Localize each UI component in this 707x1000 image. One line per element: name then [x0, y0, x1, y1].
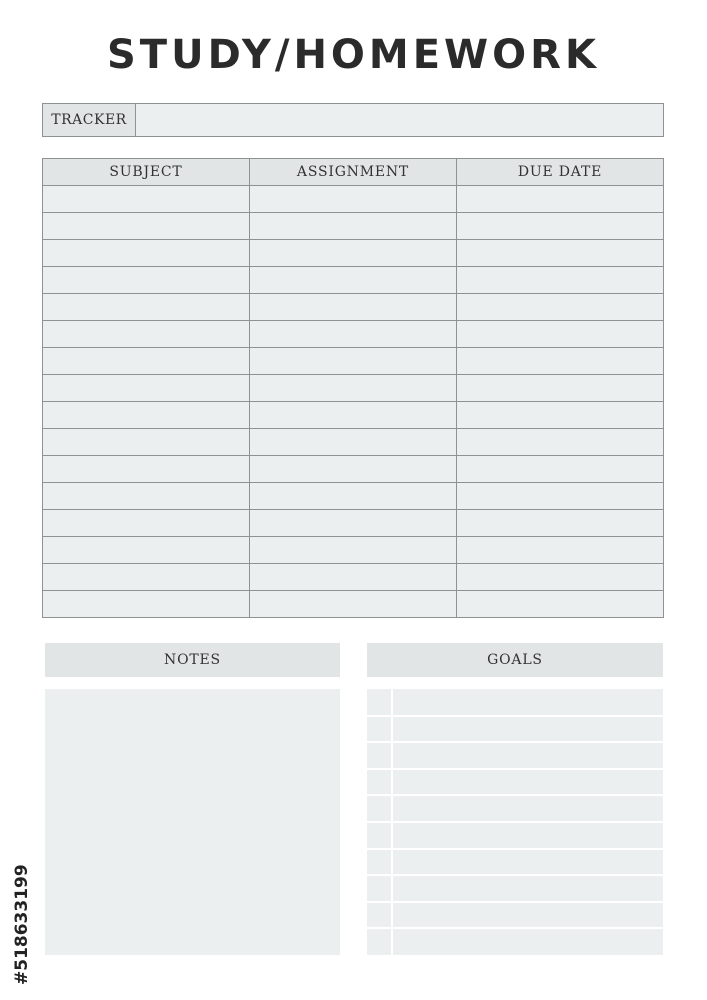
- table-row: [43, 321, 664, 348]
- table-row: [43, 483, 664, 510]
- due-date-cell[interactable]: [457, 429, 664, 456]
- goal-line: [367, 794, 663, 796]
- due-date-cell[interactable]: [457, 510, 664, 537]
- assignment-cell[interactable]: [250, 537, 457, 564]
- due-date-cell[interactable]: [457, 483, 664, 510]
- due-date-cell[interactable]: [457, 240, 664, 267]
- due-date-cell[interactable]: [457, 375, 664, 402]
- table-row: [43, 294, 664, 321]
- goal-line: [367, 927, 663, 929]
- table-header-row: [43, 159, 664, 186]
- homework-table: [42, 158, 664, 618]
- due-date-cell[interactable]: [457, 186, 664, 213]
- assignment-cell[interactable]: [250, 186, 457, 213]
- subject-cell[interactable]: [43, 483, 250, 510]
- subject-cell[interactable]: [43, 213, 250, 240]
- due-date-cell[interactable]: [457, 591, 664, 618]
- table-row: [43, 429, 664, 456]
- subject-cell[interactable]: [43, 321, 250, 348]
- table-row: [43, 240, 664, 267]
- goal-line: [367, 741, 663, 743]
- subject-cell[interactable]: [43, 186, 250, 213]
- due-date-cell[interactable]: [457, 321, 664, 348]
- due-date-cell[interactable]: [457, 537, 664, 564]
- due-date-header: DUE DATE: [457, 159, 664, 186]
- table-row: [43, 348, 664, 375]
- tracker-bar: [42, 103, 664, 137]
- tracker-label: TRACKER: [43, 104, 136, 136]
- due-date-cell[interactable]: [457, 294, 664, 321]
- table-row: [43, 591, 664, 618]
- assignment-cell[interactable]: [250, 510, 457, 537]
- table-row: [43, 537, 664, 564]
- due-date-cell[interactable]: [457, 348, 664, 375]
- table-row: [43, 267, 664, 294]
- assignment-cell[interactable]: [250, 267, 457, 294]
- goal-line: [367, 715, 663, 717]
- assignment-cell[interactable]: [250, 456, 457, 483]
- subject-cell[interactable]: [43, 591, 250, 618]
- assignment-cell[interactable]: [250, 591, 457, 618]
- subject-header: SUBJECT: [43, 159, 250, 186]
- subject-cell[interactable]: [43, 564, 250, 591]
- subject-cell[interactable]: [43, 510, 250, 537]
- table-row: [43, 186, 664, 213]
- assignment-cell[interactable]: [250, 348, 457, 375]
- assignment-header: ASSIGNMENT: [250, 159, 457, 186]
- due-date-cell[interactable]: [457, 267, 664, 294]
- subject-cell[interactable]: [43, 348, 250, 375]
- subject-cell[interactable]: [43, 537, 250, 564]
- subject-cell[interactable]: [43, 429, 250, 456]
- due-date-cell[interactable]: [457, 213, 664, 240]
- assignment-cell[interactable]: [250, 375, 457, 402]
- due-date-cell[interactable]: [457, 564, 664, 591]
- subject-cell[interactable]: [43, 402, 250, 429]
- table-row: [43, 213, 664, 240]
- tracker-field[interactable]: [136, 104, 663, 136]
- assignment-cell[interactable]: [250, 321, 457, 348]
- assignment-cell[interactable]: [250, 240, 457, 267]
- goal-line: [367, 768, 663, 770]
- assignment-cell[interactable]: [250, 402, 457, 429]
- table-row: [43, 375, 664, 402]
- goals-header: GOALS: [367, 643, 663, 677]
- table-row: [43, 564, 664, 591]
- subject-cell[interactable]: [43, 375, 250, 402]
- notes-area[interactable]: [45, 689, 340, 955]
- goal-line: [367, 874, 663, 876]
- assignment-cell[interactable]: [250, 213, 457, 240]
- table-row: [43, 456, 664, 483]
- goal-line: [367, 821, 663, 823]
- due-date-cell[interactable]: [457, 402, 664, 429]
- watermark-id: #518633199: [12, 864, 32, 985]
- assignment-cell[interactable]: [250, 294, 457, 321]
- notes-header: NOTES: [45, 643, 340, 677]
- assignment-cell[interactable]: [250, 429, 457, 456]
- subject-cell[interactable]: [43, 294, 250, 321]
- table-body: [43, 186, 664, 618]
- goal-line: [367, 848, 663, 850]
- subject-cell[interactable]: [43, 240, 250, 267]
- subject-cell[interactable]: [43, 456, 250, 483]
- page-title: STUDY/HOMEWORK: [107, 32, 600, 78]
- assignment-cell[interactable]: [250, 483, 457, 510]
- subject-cell[interactable]: [43, 267, 250, 294]
- table-row: [43, 510, 664, 537]
- table-row: [43, 402, 664, 429]
- goals-area[interactable]: [367, 689, 663, 955]
- goal-line: [367, 901, 663, 903]
- due-date-cell[interactable]: [457, 456, 664, 483]
- assignment-cell[interactable]: [250, 564, 457, 591]
